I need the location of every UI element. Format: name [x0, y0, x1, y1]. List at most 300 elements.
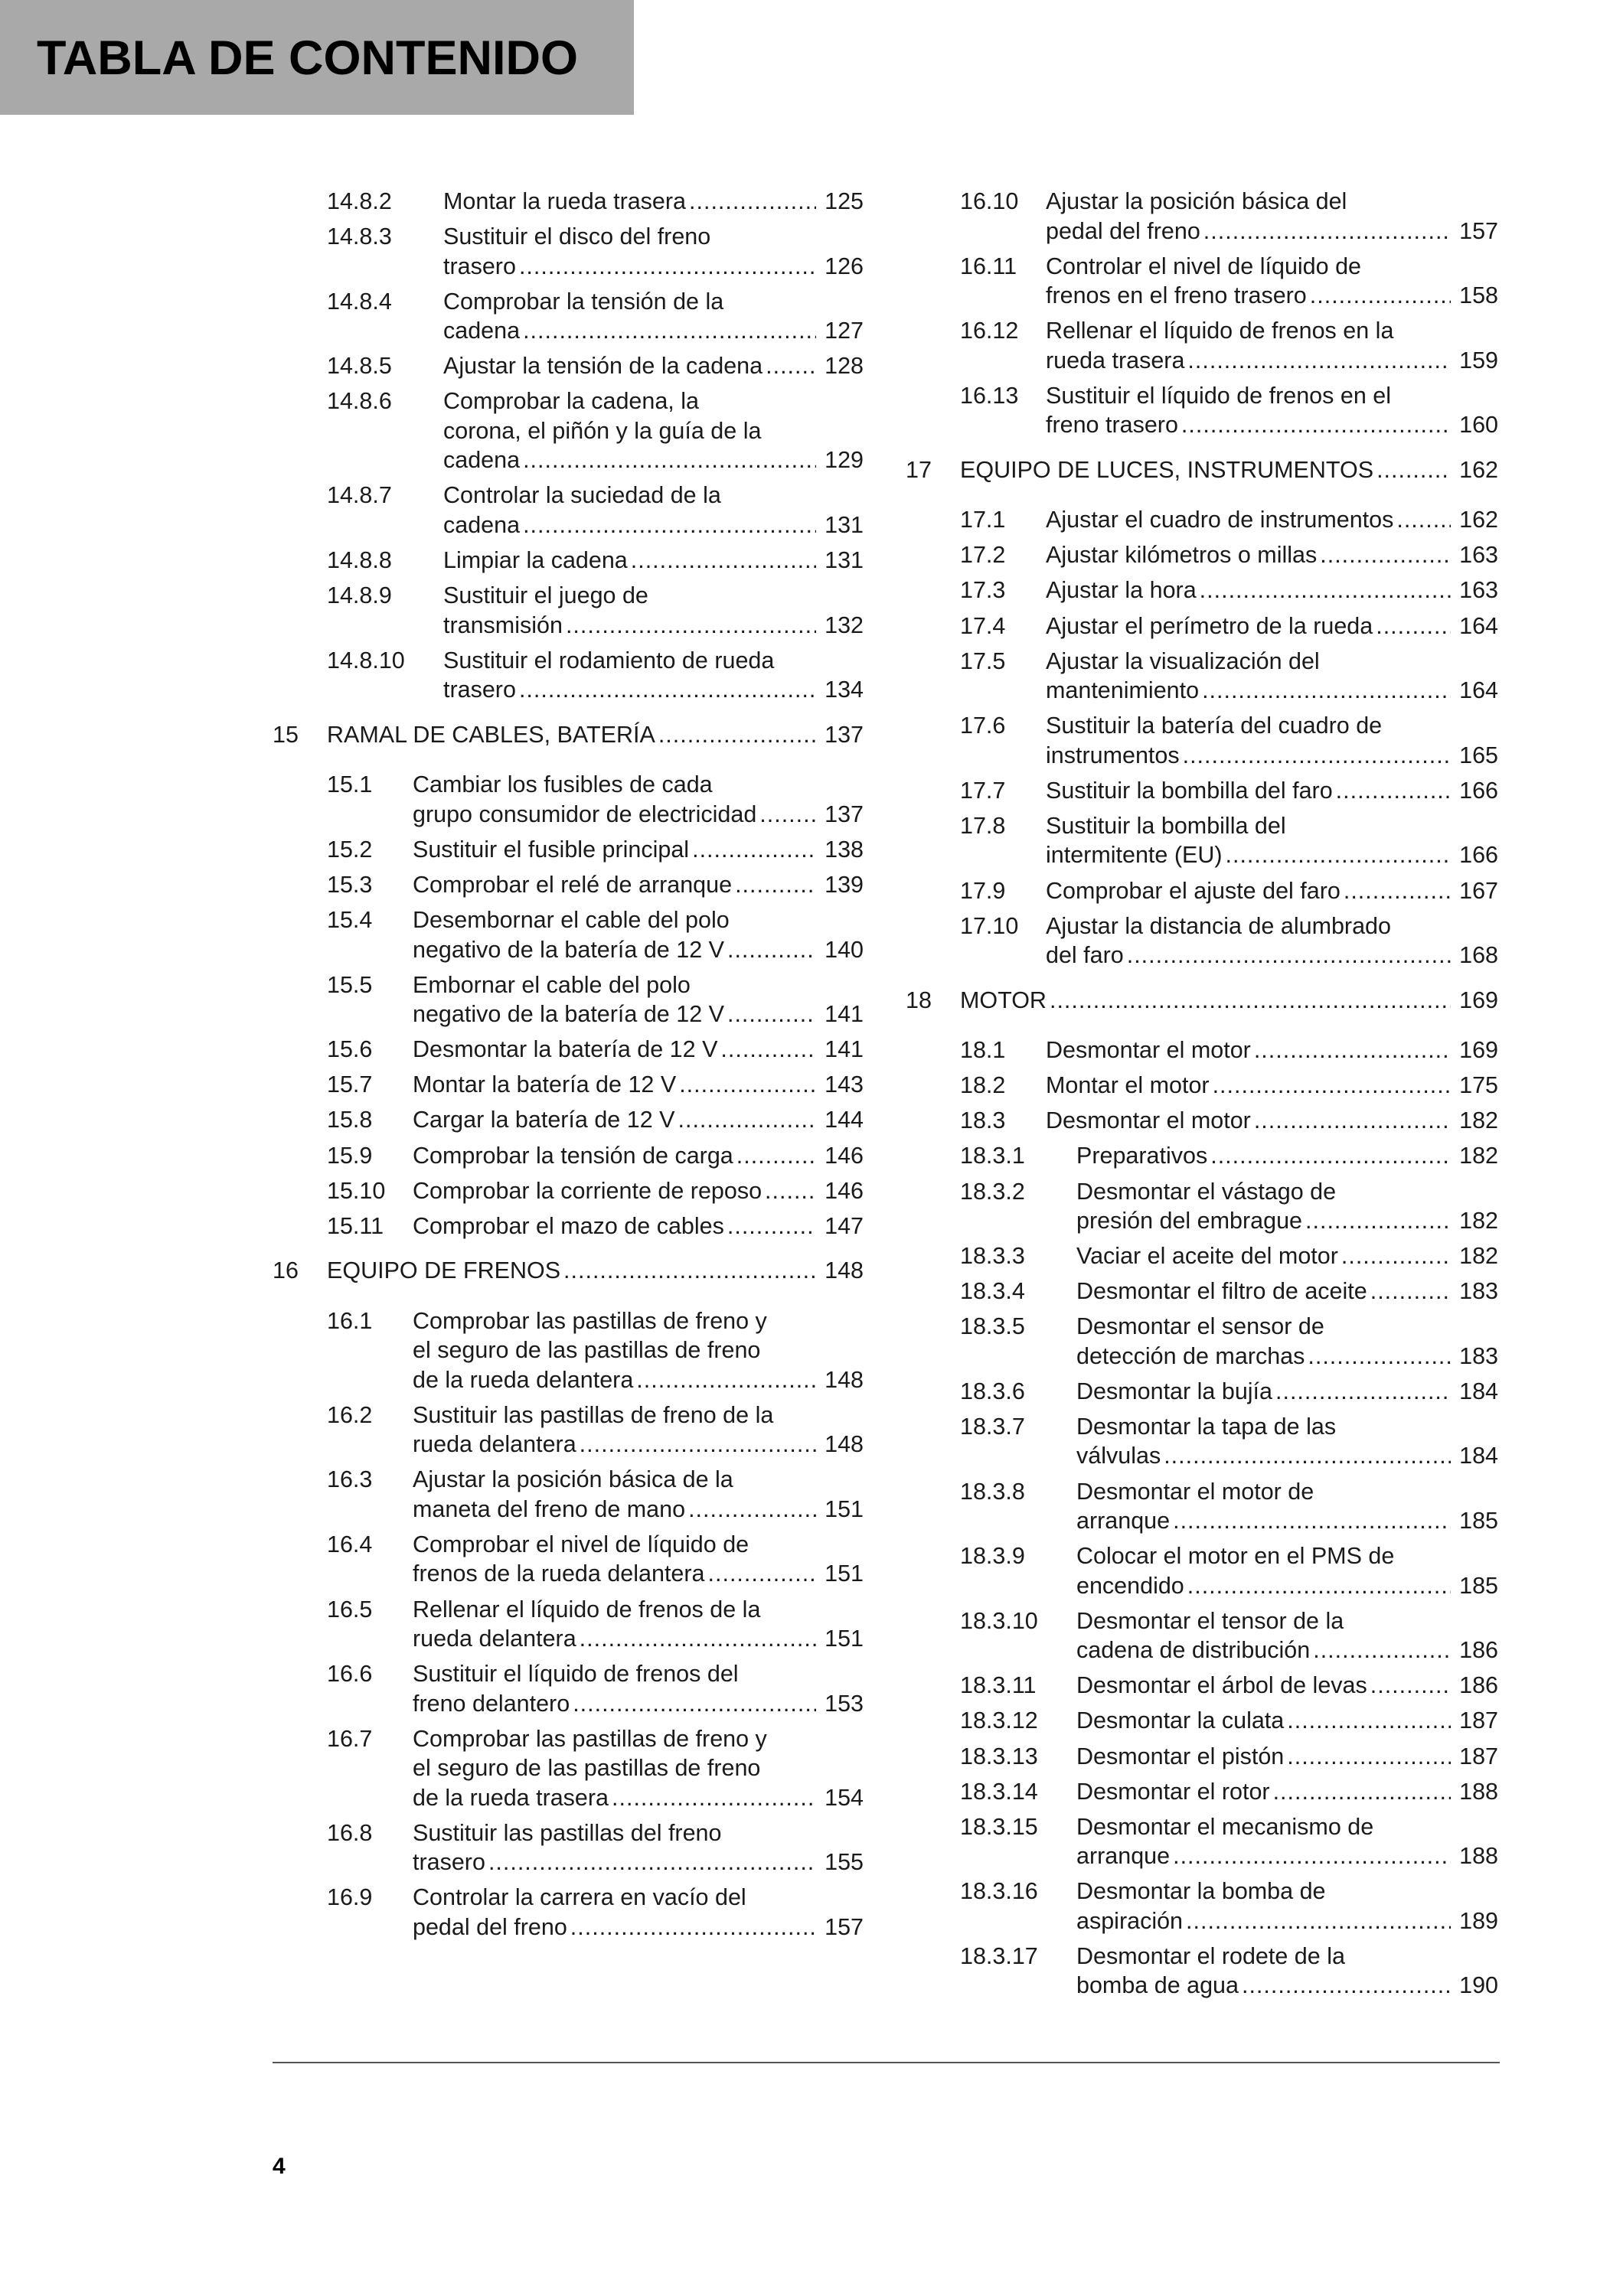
toc-entry-number: 16.6 — [327, 1661, 373, 1688]
toc-entry[interactable] — [906, 1106, 1498, 1136]
toc-entry[interactable] — [273, 222, 864, 281]
toc-entry[interactable] — [273, 1256, 864, 1286]
toc-entry[interactable] — [906, 381, 1498, 440]
toc-entry[interactable] — [906, 912, 1498, 970]
toc-entry[interactable] — [906, 1412, 1498, 1471]
toc-entry-page: 165 — [1459, 742, 1498, 768]
toc-entry[interactable] — [906, 252, 1498, 311]
toc-entry-number: 16 — [273, 1257, 299, 1284]
toc-entry-title-line: Sustituir el fusible principal — [413, 836, 690, 863]
toc-entry[interactable] — [273, 970, 864, 1029]
dot-leader — [1187, 1571, 1451, 1601]
toc-entry[interactable] — [273, 1465, 864, 1524]
toc-entry-number: 15.9 — [327, 1142, 373, 1169]
toc-entry-title-line: trasero — [443, 253, 516, 279]
toc-entry-title — [1076, 1606, 1498, 1665]
toc-entry[interactable] — [906, 711, 1498, 770]
toc-entry-page: 168 — [1459, 942, 1498, 969]
toc-entry-title-line: Controlar la carrera en vacío del — [413, 1884, 746, 1911]
toc-entry-title-line: Sustituir el líquido de frenos en el — [1046, 382, 1391, 409]
dot-leader — [1210, 1141, 1451, 1171]
toc-entry[interactable] — [906, 1071, 1498, 1101]
toc-entry-title-line: cadena — [443, 318, 521, 344]
toc-entry-title-line: Sustituir el líquido de frenos del — [413, 1661, 739, 1688]
toc-entry-number: 14.8.5 — [327, 353, 392, 380]
toc-entry[interactable] — [273, 1818, 864, 1877]
dot-leader — [1203, 217, 1451, 246]
toc-entry-number: 16.12 — [960, 318, 1019, 344]
toc-entry-title-line: Ajustar la tensión de la cadena — [443, 353, 763, 380]
toc-entry[interactable] — [273, 1141, 864, 1171]
toc-entry-title — [443, 386, 864, 475]
toc-entry[interactable] — [273, 187, 864, 217]
toc-entry-page: 188 — [1459, 1778, 1498, 1805]
toc-entry-title — [1046, 1035, 1498, 1065]
toc-entry-page: 154 — [825, 1784, 864, 1811]
toc-entry[interactable] — [273, 581, 864, 640]
toc-entry-title-line: cadena — [443, 447, 521, 474]
toc-entry-title-line: MOTOR — [960, 987, 1047, 1013]
toc-entry[interactable] — [906, 1377, 1498, 1407]
toc-entry-number: 18.3.11 — [960, 1672, 1037, 1699]
toc-entry[interactable] — [906, 986, 1498, 1016]
toc-entry[interactable] — [273, 546, 864, 576]
toc-entry-title-line: Sustituir el juego de — [443, 582, 648, 609]
toc-entry-number: 18.3.8 — [960, 1478, 1025, 1505]
toc-entry-title-line: Ajustar kilómetros o millas — [1046, 542, 1318, 569]
toc-entry-title-line: Montar la rueda trasera — [443, 188, 687, 214]
dot-leader — [692, 835, 816, 865]
header-banner — [0, 0, 634, 115]
toc-entry[interactable] — [906, 1541, 1498, 1600]
dot-leader — [1173, 1506, 1451, 1536]
toc-entry[interactable] — [273, 646, 864, 705]
toc-entry-title-line: pedal del freno — [1046, 217, 1200, 244]
toc-entry[interactable] — [273, 1595, 864, 1654]
toc-entry-number: 14.8.8 — [327, 547, 392, 574]
toc-entry-page: 175 — [1459, 1072, 1498, 1099]
toc-entry-number: 18.3.17 — [960, 1942, 1038, 1969]
dot-leader — [1320, 540, 1451, 570]
toc-entry-number: 14.8.2 — [327, 188, 392, 214]
toc-entry-page: 160 — [1459, 412, 1498, 439]
toc-entry-title-line: Montar el motor — [1046, 1072, 1210, 1099]
toc-entry[interactable] — [906, 612, 1498, 641]
toc-entry-title — [1076, 1777, 1498, 1807]
toc-entry-title-line: bomba de agua — [1076, 1972, 1239, 1999]
toc-entry-number: 18.3.16 — [960, 1878, 1038, 1905]
toc-entry-title — [413, 1306, 864, 1395]
toc-entry-title-line: Rellenar el líquido de frenos de la — [413, 1596, 761, 1623]
toc-entry[interactable] — [906, 1477, 1498, 1536]
toc-entry[interactable] — [906, 1141, 1498, 1171]
dot-leader — [1254, 1035, 1451, 1065]
toc-entry-number: 18.3.1 — [960, 1143, 1025, 1169]
toc-entry-number: 17.3 — [960, 577, 1006, 604]
toc-entry-page: 164 — [1459, 612, 1498, 639]
toc-entry-title-line: rueda delantera — [413, 1431, 576, 1458]
toc-entry-title — [1076, 1177, 1498, 1236]
toc-entry[interactable] — [906, 1942, 1498, 2001]
toc-entry-title-line: detección de marchas — [1076, 1342, 1305, 1369]
toc-entry[interactable] — [273, 1883, 864, 1942]
toc-entry[interactable] — [906, 1606, 1498, 1665]
dot-leader — [636, 1365, 816, 1395]
toc-entry-page: 141 — [825, 1036, 864, 1063]
toc-entry-title-line: de la rueda trasera — [413, 1784, 609, 1811]
dot-leader — [566, 611, 816, 641]
toc-entry-title-line: aspiración — [1076, 1907, 1184, 1934]
dot-leader — [1370, 1277, 1451, 1306]
toc-entry[interactable] — [273, 1176, 864, 1206]
toc-left-column — [273, 187, 864, 1948]
dot-leader — [612, 1783, 816, 1813]
toc-entry-page: 185 — [1459, 1508, 1498, 1534]
toc-entry-number: 18.3.5 — [960, 1313, 1025, 1340]
toc-entry-number: 16.2 — [327, 1401, 373, 1428]
toc-entry[interactable] — [273, 481, 864, 540]
toc-entry-title — [1076, 1706, 1498, 1736]
toc-entry-title-line: Desmontar el motor — [1046, 1107, 1251, 1134]
toc-entry-page: 163 — [1459, 577, 1498, 604]
toc-entry[interactable] — [273, 770, 864, 829]
toc-entry[interactable] — [906, 455, 1498, 485]
toc-entry-title-line: Ajustar la distancia de alumbrado — [1046, 912, 1391, 939]
toc-entry-page: 131 — [825, 547, 864, 574]
toc-entry[interactable] — [273, 287, 864, 346]
toc-entry-title-line: Limpiar la cadena — [443, 547, 628, 574]
toc-entry-title — [1046, 711, 1498, 770]
toc-entry[interactable] — [906, 811, 1498, 870]
toc-entry[interactable] — [273, 1306, 864, 1395]
toc-entry-title — [1076, 1412, 1498, 1471]
toc-entry-number: 18.3.13 — [960, 1743, 1038, 1769]
dot-leader — [708, 1559, 816, 1589]
toc-entry[interactable] — [906, 1035, 1498, 1065]
toc-entry-number: 17.7 — [960, 777, 1006, 804]
toc-entry-title-line: Sustituir la batería del cuadro de — [1046, 713, 1383, 739]
dot-leader — [1164, 1441, 1451, 1471]
dot-leader — [631, 546, 816, 576]
toc-entry-page: 143 — [825, 1071, 864, 1098]
toc-entry[interactable] — [906, 1277, 1498, 1306]
dot-leader — [523, 316, 816, 346]
toc-entry-page: 151 — [825, 1626, 864, 1652]
toc-entry-title-line: Sustituir la bombilla del faro — [1046, 777, 1333, 804]
dot-leader — [1344, 876, 1451, 906]
toc-entry-title-line: el seguro de las pastillas de freno — [413, 1337, 761, 1364]
toc-entry-title — [1046, 316, 1498, 375]
toc-entry[interactable] — [273, 1035, 864, 1065]
toc-entry-page: 183 — [1459, 1342, 1498, 1369]
toc-entry-number: 15.2 — [327, 836, 373, 863]
toc-entry-number: 17.8 — [960, 812, 1006, 839]
dot-leader — [1313, 1636, 1451, 1665]
toc-entry-title — [413, 1070, 864, 1100]
toc-entry-page: 190 — [1459, 1972, 1498, 1999]
toc-entry-number: 18.2 — [960, 1072, 1006, 1099]
toc-entry-number: 15.11 — [327, 1212, 384, 1239]
toc-entry-title — [443, 351, 864, 381]
dot-leader — [1287, 1742, 1451, 1772]
toc-entry[interactable] — [906, 187, 1498, 246]
toc-entry-title-line: intermitente (EU) — [1046, 842, 1223, 869]
dot-leader — [1202, 676, 1451, 706]
toc-entry-number: 14.8.7 — [327, 482, 392, 509]
toc-entry-title-line: trasero — [443, 677, 516, 703]
toc-entry-title — [1076, 1277, 1498, 1306]
toc-entry-page: 147 — [825, 1212, 864, 1239]
toc-entry-page: 169 — [1459, 987, 1498, 1013]
toc-entry-title-line: Ajustar el perímetro de la rueda — [1046, 612, 1373, 639]
toc-entry-title-line: pedal del freno — [413, 1913, 567, 1940]
toc-entry-number: 15.1 — [327, 771, 373, 798]
dot-leader — [1376, 455, 1451, 485]
toc-entry-page: 139 — [825, 871, 864, 898]
toc-entry-page: 184 — [1459, 1443, 1498, 1469]
toc-entry-title-line: cadena — [443, 511, 521, 538]
toc-entry[interactable] — [906, 1177, 1498, 1236]
toc-entry-page: 182 — [1459, 1143, 1498, 1169]
dot-leader — [727, 1000, 816, 1029]
toc-entry-number: 18.3.4 — [960, 1278, 1025, 1305]
toc-entry-title — [1046, 776, 1498, 806]
dot-leader — [1308, 1342, 1451, 1371]
toc-entry-page: 159 — [1459, 347, 1498, 373]
toc-entry-title-line: el seguro de las pastillas de freno — [413, 1755, 761, 1782]
toc-entry[interactable] — [906, 1241, 1498, 1271]
dot-leader — [678, 1105, 817, 1135]
toc-entry[interactable] — [906, 316, 1498, 375]
toc-entry-title-line: RAMAL DE CABLES, BATERÍA — [327, 721, 655, 748]
toc-entry[interactable] — [273, 720, 864, 750]
toc-entry-page: 146 — [825, 1177, 864, 1204]
toc-entry-page: 132 — [825, 612, 864, 638]
dot-leader — [658, 720, 816, 750]
dot-leader — [1127, 941, 1451, 970]
toc-entry[interactable] — [906, 540, 1498, 570]
dot-leader — [727, 1212, 816, 1241]
toc-entry-number: 14.8.6 — [327, 388, 392, 415]
toc-entry-title-line: Desmontar el tensor de la — [1076, 1607, 1344, 1634]
toc-entry[interactable] — [906, 876, 1498, 906]
dot-leader — [1186, 1906, 1451, 1936]
toc-entry-number: 16.4 — [327, 1531, 373, 1557]
toc-entry[interactable] — [273, 1070, 864, 1100]
toc-entry-page: 140 — [825, 936, 864, 963]
dot-leader — [488, 1848, 816, 1877]
toc-entry-title — [413, 970, 864, 1029]
toc-entry-title — [443, 481, 864, 540]
dot-leader — [570, 1913, 816, 1942]
toc-entry[interactable] — [273, 351, 864, 381]
toc-entry-title-line: frenos de la rueda delantera — [413, 1561, 705, 1587]
toc-entry-title-line: grupo consumidor de electricidad — [413, 801, 757, 827]
toc-entry-page: 148 — [825, 1431, 864, 1458]
toc-entry-number: 17.2 — [960, 542, 1006, 569]
toc-entry-title-line: negativo de la batería de 12 V — [413, 1001, 724, 1028]
toc-entry-title-line: Desmontar el rodete de la — [1076, 1942, 1345, 1969]
toc-entry-title-line: Sustituir el rodamiento de rueda — [443, 647, 775, 673]
toc-entry-title-line: presión del embrague — [1076, 1208, 1303, 1234]
toc-entry-title — [413, 1105, 864, 1135]
toc-entry-title-line: Desmontar el motor — [1046, 1037, 1251, 1064]
toc-entry-title-line: EQUIPO DE FRENOS — [327, 1257, 561, 1284]
toc-entry-title — [327, 720, 864, 750]
dot-leader — [1254, 1106, 1451, 1136]
dot-leader — [766, 351, 816, 381]
dot-leader — [688, 1495, 816, 1525]
dot-leader — [580, 1624, 816, 1654]
toc-entry-number: 16.13 — [960, 382, 1019, 409]
toc-entry-page: 155 — [825, 1849, 864, 1876]
toc-entry-title — [1046, 876, 1498, 906]
toc-entry-title — [1046, 381, 1498, 440]
toc-entry-page: 148 — [825, 1257, 864, 1284]
toc-entry-title-line: arranque — [1076, 1843, 1171, 1870]
toc-entry-title-line: corona, el piñón y la guía de la — [443, 417, 762, 444]
toc-entry[interactable] — [906, 1877, 1498, 1936]
toc-entry-number: 18.3.6 — [960, 1378, 1025, 1404]
toc-entry-title — [413, 1035, 864, 1065]
toc-entry-page: 162 — [1459, 456, 1498, 483]
toc-entry-title-line: Preparativos — [1076, 1143, 1208, 1169]
toc-entry-title — [1046, 912, 1498, 970]
toc-entry[interactable] — [906, 1812, 1498, 1871]
dot-leader — [1341, 1241, 1451, 1271]
toc-entry[interactable] — [906, 1742, 1498, 1772]
toc-entry[interactable] — [273, 835, 864, 865]
toc-entry-page: 146 — [825, 1142, 864, 1169]
toc-entry[interactable] — [906, 1777, 1498, 1807]
toc-entry-title-line: Desmontar el árbol de levas — [1076, 1672, 1367, 1699]
toc-entry[interactable] — [906, 1706, 1498, 1736]
toc-entry-page: 131 — [825, 511, 864, 538]
toc-entry[interactable] — [273, 1212, 864, 1241]
toc-entry-number: 16.7 — [327, 1725, 373, 1752]
toc-entry-page: 187 — [1459, 1743, 1498, 1769]
dot-leader — [1173, 1841, 1451, 1871]
toc-entry-title-line: válvulas — [1076, 1443, 1161, 1469]
toc-entry-page: 138 — [825, 836, 864, 863]
toc-entry-page: 157 — [1459, 217, 1498, 244]
toc-entry-page: 137 — [825, 801, 864, 827]
toc-entry-title — [413, 1595, 864, 1654]
toc-entry[interactable] — [273, 1659, 864, 1718]
dot-leader — [1226, 840, 1451, 870]
toc-entry-number: 15.5 — [327, 971, 373, 998]
toc-entry-title-line: Ajustar la posición básica de la — [413, 1466, 733, 1493]
toc-entry-title-line: transmisión — [443, 612, 563, 638]
toc-entry[interactable] — [906, 647, 1498, 706]
toc-entry-title — [413, 1659, 864, 1718]
toc-entry-title-line: Desmontar la batería de 12 V — [413, 1036, 718, 1063]
toc-entry-title-line: Embornar el cable del polo — [413, 971, 691, 998]
toc-entry-page: 158 — [1459, 282, 1498, 309]
toc-entry-number: 18.3.3 — [960, 1243, 1025, 1270]
dot-leader — [1370, 1671, 1451, 1701]
toc-entry-title-line: Comprobar el mazo de cables — [413, 1212, 724, 1239]
toc-entry-title-line: Comprobar el nivel de líquido de — [413, 1531, 749, 1557]
toc-entry[interactable] — [906, 576, 1498, 605]
toc-entry-title-line: Desmontar el mecanismo de — [1076, 1813, 1374, 1840]
toc-entry-number: 15.6 — [327, 1036, 373, 1063]
toc-entry-number: 14.8.4 — [327, 288, 392, 315]
dot-leader — [735, 870, 816, 900]
toc-entry-number: 15.7 — [327, 1071, 373, 1098]
toc-entry-number: 17.5 — [960, 647, 1006, 674]
toc-entry[interactable] — [273, 905, 864, 964]
dot-leader — [1310, 281, 1451, 311]
toc-entry-title-line: freno delantero — [413, 1690, 570, 1717]
dot-leader — [689, 187, 816, 217]
toc-entry[interactable] — [273, 1401, 864, 1459]
toc-entry-title — [1046, 187, 1498, 246]
toc-entry[interactable] — [273, 870, 864, 900]
toc-entry-page: 164 — [1459, 677, 1498, 704]
toc-entry-title-line: cadena de distribución — [1076, 1637, 1311, 1664]
toc-entry-title — [443, 581, 864, 640]
toc-entry-number: 14.8.3 — [327, 223, 392, 250]
toc-entry-page: 187 — [1459, 1707, 1498, 1734]
toc-entry-page: 157 — [825, 1913, 864, 1940]
toc-entry-title — [413, 1141, 864, 1171]
toc-entry-title — [1076, 1877, 1498, 1936]
toc-entry-number: 18.3.14 — [960, 1778, 1038, 1805]
toc-entry-page: 144 — [825, 1107, 864, 1133]
toc-entry-page: 186 — [1459, 1672, 1498, 1699]
toc-entry[interactable] — [906, 505, 1498, 535]
toc-entry-title-line: Sustituir el disco del freno — [443, 223, 711, 250]
toc-entry-title — [960, 455, 1498, 485]
dot-leader — [679, 1070, 816, 1100]
toc-entry[interactable] — [273, 1105, 864, 1135]
toc-entry-title-line: Montar la batería de 12 V — [413, 1071, 677, 1098]
toc-entry-title-line: Cambiar los fusibles de cada — [413, 771, 713, 798]
toc-entry[interactable] — [273, 1530, 864, 1589]
toc-entry-title-line: Sustituir las pastillas del freno — [413, 1819, 722, 1846]
toc-entry-title-line: Comprobar el relé de arranque — [413, 871, 733, 898]
toc-entry-title — [443, 646, 864, 705]
toc-entry-title-line: rueda delantera — [413, 1626, 576, 1652]
toc-entry-title-line: Rellenar el líquido de frenos en la — [1046, 318, 1394, 344]
toc-entry[interactable] — [906, 776, 1498, 806]
dot-leader — [519, 252, 816, 282]
toc-entry[interactable] — [906, 1671, 1498, 1701]
toc-entry-page: 134 — [825, 677, 864, 703]
toc-entry-title — [413, 1212, 864, 1241]
dot-leader — [1242, 1971, 1451, 2001]
toc-entry-title — [413, 1530, 864, 1589]
toc-entry-number: 14.8.9 — [327, 582, 392, 609]
toc-entry-number: 17.4 — [960, 612, 1006, 639]
toc-entry-title — [327, 1256, 864, 1286]
toc-entry[interactable] — [906, 1312, 1498, 1371]
toc-entry[interactable] — [273, 386, 864, 475]
dot-leader — [1213, 1071, 1451, 1101]
toc-entry-page: 148 — [825, 1366, 864, 1393]
toc-entry-number: 14.8.10 — [327, 647, 405, 673]
toc-entry-page: 188 — [1459, 1843, 1498, 1870]
toc-entry-title-line: Desembornar el cable del polo — [413, 907, 730, 934]
toc-entry-title-line: Desmontar el motor de — [1076, 1478, 1314, 1505]
toc-entry-number: 16.10 — [960, 188, 1019, 214]
toc-entry-number: 18.3.9 — [960, 1543, 1025, 1570]
toc-entry-title — [1046, 647, 1498, 706]
toc-entry[interactable] — [273, 1724, 864, 1813]
toc-entry-title-line: Desmontar el filtro de aceite — [1076, 1278, 1367, 1305]
toc-entry-number: 16.3 — [327, 1466, 373, 1493]
